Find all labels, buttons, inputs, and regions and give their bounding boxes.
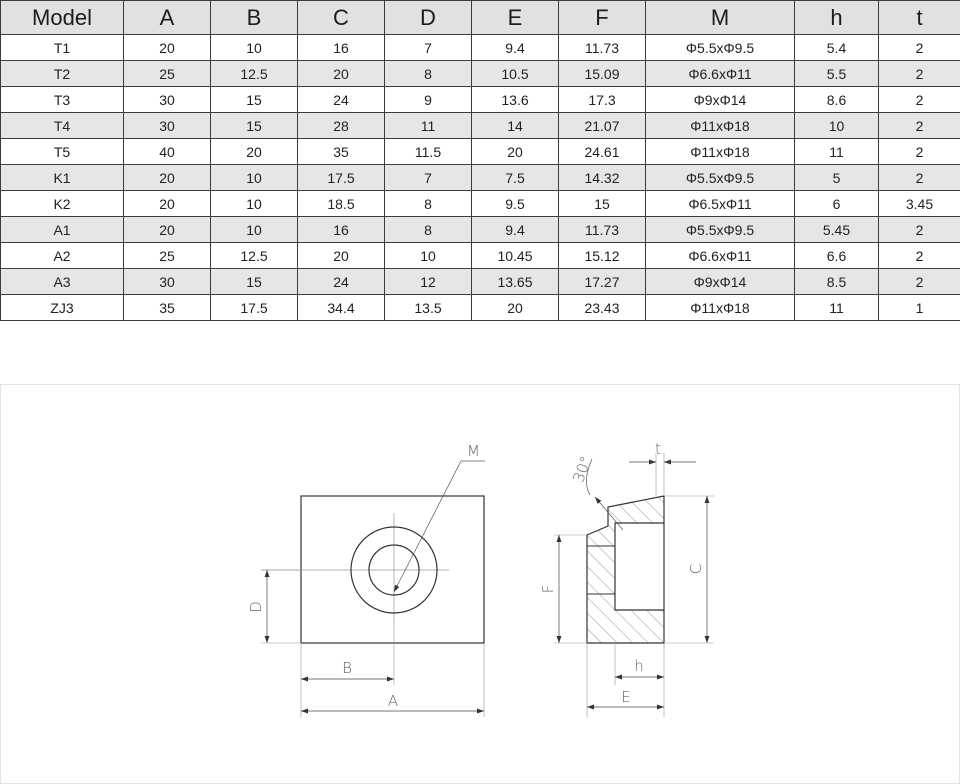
cell-f: 21.07 (559, 113, 646, 139)
column-header-e: E (472, 1, 559, 35)
cell-a: 25 (124, 243, 211, 269)
cell-e: 20 (472, 295, 559, 321)
cell-d: 7 (385, 35, 472, 61)
technical-drawing-panel (0, 384, 960, 784)
label-f: F (539, 584, 557, 594)
cell-model: ZJ3 (1, 295, 124, 321)
cell-h: 6 (795, 191, 879, 217)
spec-table (0, 0, 960, 321)
cell-model: T3 (1, 87, 124, 113)
cell-f: 24.61 (559, 139, 646, 165)
cell-h: 5.45 (795, 217, 879, 243)
cell-a: 20 (124, 191, 211, 217)
column-header-m: M (646, 1, 795, 35)
cell-e: 7.5 (472, 165, 559, 191)
cell-m: Φ5.5xΦ9.5 (646, 35, 795, 61)
cell-b: 10 (211, 165, 298, 191)
cell-b: 10 (211, 191, 298, 217)
cell-model: A2 (1, 243, 124, 269)
cell-model: T5 (1, 139, 124, 165)
label-c: C (687, 563, 705, 575)
cell-f: 17.27 (559, 269, 646, 295)
cell-c: 18.5 (298, 191, 385, 217)
table-row (1, 243, 960, 269)
cell-m: Φ9xΦ14 (646, 269, 795, 295)
cell-t: 2 (879, 243, 960, 269)
cell-t: 2 (879, 165, 960, 191)
cell-d: 8 (385, 191, 472, 217)
label-t: t (655, 440, 661, 458)
cell-e: 10.45 (472, 243, 559, 269)
cell-b: 10 (211, 217, 298, 243)
cell-d: 10 (385, 243, 472, 269)
cell-d: 7 (385, 165, 472, 191)
cell-h: 6.6 (795, 243, 879, 269)
cell-f: 17.3 (559, 87, 646, 113)
cell-t: 2 (879, 61, 960, 87)
cell-h: 5.4 (795, 35, 879, 61)
cell-m: Φ5.5xΦ9.5 (646, 165, 795, 191)
cell-e: 9.5 (472, 191, 559, 217)
cell-model: A1 (1, 217, 124, 243)
table-header (1, 1, 960, 35)
cell-m: Φ6.6xΦ11 (646, 61, 795, 87)
cell-model: T1 (1, 35, 124, 61)
cell-c: 35 (298, 139, 385, 165)
m-leader (394, 461, 485, 592)
section-hatching (561, 485, 681, 655)
table-row (1, 191, 960, 217)
cell-model: K2 (1, 191, 124, 217)
cell-d: 11.5 (385, 139, 472, 165)
cell-t: 2 (879, 35, 960, 61)
cell-d: 12 (385, 269, 472, 295)
column-header-b: B (211, 1, 298, 35)
cell-m: Φ11xΦ18 (646, 139, 795, 165)
cell-c: 28 (298, 113, 385, 139)
column-header-a: A (124, 1, 211, 35)
cell-e: 14 (472, 113, 559, 139)
cell-a: 20 (124, 217, 211, 243)
header-row (1, 1, 960, 35)
table-row (1, 165, 960, 191)
cell-h: 8.5 (795, 269, 879, 295)
cell-c: 24 (298, 87, 385, 113)
cell-h: 10 (795, 113, 879, 139)
cell-d: 8 (385, 217, 472, 243)
label-h: h (634, 657, 644, 675)
cell-h: 5.5 (795, 61, 879, 87)
cell-a: 35 (124, 295, 211, 321)
cell-d: 11 (385, 113, 472, 139)
nut-outline (301, 496, 484, 643)
cell-f: 23.43 (559, 295, 646, 321)
cell-a: 20 (124, 35, 211, 61)
cell-a: 40 (124, 139, 211, 165)
cell-m: Φ6.5xΦ11 (646, 191, 795, 217)
column-header-d: D (385, 1, 472, 35)
cell-b: 15 (211, 113, 298, 139)
cell-f: 11.73 (559, 217, 646, 243)
cell-f: 15.12 (559, 243, 646, 269)
cell-a: 30 (124, 113, 211, 139)
column-header-c: C (298, 1, 385, 35)
cell-e: 10.5 (472, 61, 559, 87)
cell-c: 16 (298, 217, 385, 243)
label-a: A (387, 692, 399, 710)
cell-model: K1 (1, 165, 124, 191)
cell-b: 15 (211, 87, 298, 113)
cell-f: 15.09 (559, 61, 646, 87)
cell-d: 8 (385, 61, 472, 87)
cell-a: 30 (124, 87, 211, 113)
cell-model: T4 (1, 113, 124, 139)
cell-a: 30 (124, 269, 211, 295)
cell-e: 9.4 (472, 217, 559, 243)
cell-f: 14.32 (559, 165, 646, 191)
cell-h: 5 (795, 165, 879, 191)
cell-c: 34.4 (298, 295, 385, 321)
cell-c: 24 (298, 269, 385, 295)
cell-t: 2 (879, 269, 960, 295)
cell-t: 2 (879, 113, 960, 139)
cell-h: 11 (795, 295, 879, 321)
cell-m: Φ11xΦ18 (646, 295, 795, 321)
cell-model: A3 (1, 269, 124, 295)
column-header-model: Model (1, 1, 124, 35)
front-view (247, 442, 485, 717)
cell-t: 2 (879, 217, 960, 243)
table-row (1, 87, 960, 113)
cell-c: 17.5 (298, 165, 385, 191)
cell-b: 20 (211, 139, 298, 165)
cell-m: Φ6.6xΦ11 (646, 243, 795, 269)
cell-c: 16 (298, 35, 385, 61)
table-row (1, 113, 960, 139)
cell-m: Φ9xΦ14 (646, 87, 795, 113)
cell-e: 20 (472, 139, 559, 165)
label-angle: 30° (569, 453, 596, 485)
column-header-h: h (795, 1, 879, 35)
cell-a: 25 (124, 61, 211, 87)
cell-c: 20 (298, 243, 385, 269)
table-row (1, 269, 960, 295)
cell-t: 1 (879, 295, 960, 321)
bore-step (615, 523, 664, 610)
cell-h: 11 (795, 139, 879, 165)
cell-m: Φ5.5xΦ9.5 (646, 217, 795, 243)
cell-h: 8.6 (795, 87, 879, 113)
cell-b: 15 (211, 269, 298, 295)
column-header-f: F (559, 1, 646, 35)
cell-model: T2 (1, 61, 124, 87)
table-row (1, 295, 960, 321)
cell-a: 20 (124, 165, 211, 191)
cell-t: 2 (879, 87, 960, 113)
cell-d: 13.5 (385, 295, 472, 321)
table-row (1, 217, 960, 243)
table-row (1, 139, 960, 165)
cell-b: 10 (211, 35, 298, 61)
cell-t: 3.45 (879, 191, 960, 217)
table-row (1, 61, 960, 87)
cell-c: 20 (298, 61, 385, 87)
table-row (1, 35, 960, 61)
label-d: D (247, 601, 265, 613)
cell-d: 9 (385, 87, 472, 113)
cell-t: 2 (879, 139, 960, 165)
cell-b: 12.5 (211, 243, 298, 269)
cell-f: 11.73 (559, 35, 646, 61)
label-m: M (467, 442, 480, 460)
column-header-t: t (879, 1, 960, 35)
cell-e: 13.6 (472, 87, 559, 113)
cell-e: 9.4 (472, 35, 559, 61)
cell-b: 12.5 (211, 61, 298, 87)
technical-drawing (1, 385, 959, 783)
cell-f: 15 (559, 191, 646, 217)
label-b: B (342, 659, 352, 677)
table-body (1, 35, 960, 321)
cell-b: 17.5 (211, 295, 298, 321)
cell-m: Φ11xΦ18 (646, 113, 795, 139)
cell-e: 13.65 (472, 269, 559, 295)
label-e: E (621, 688, 631, 706)
section-view (539, 440, 714, 717)
